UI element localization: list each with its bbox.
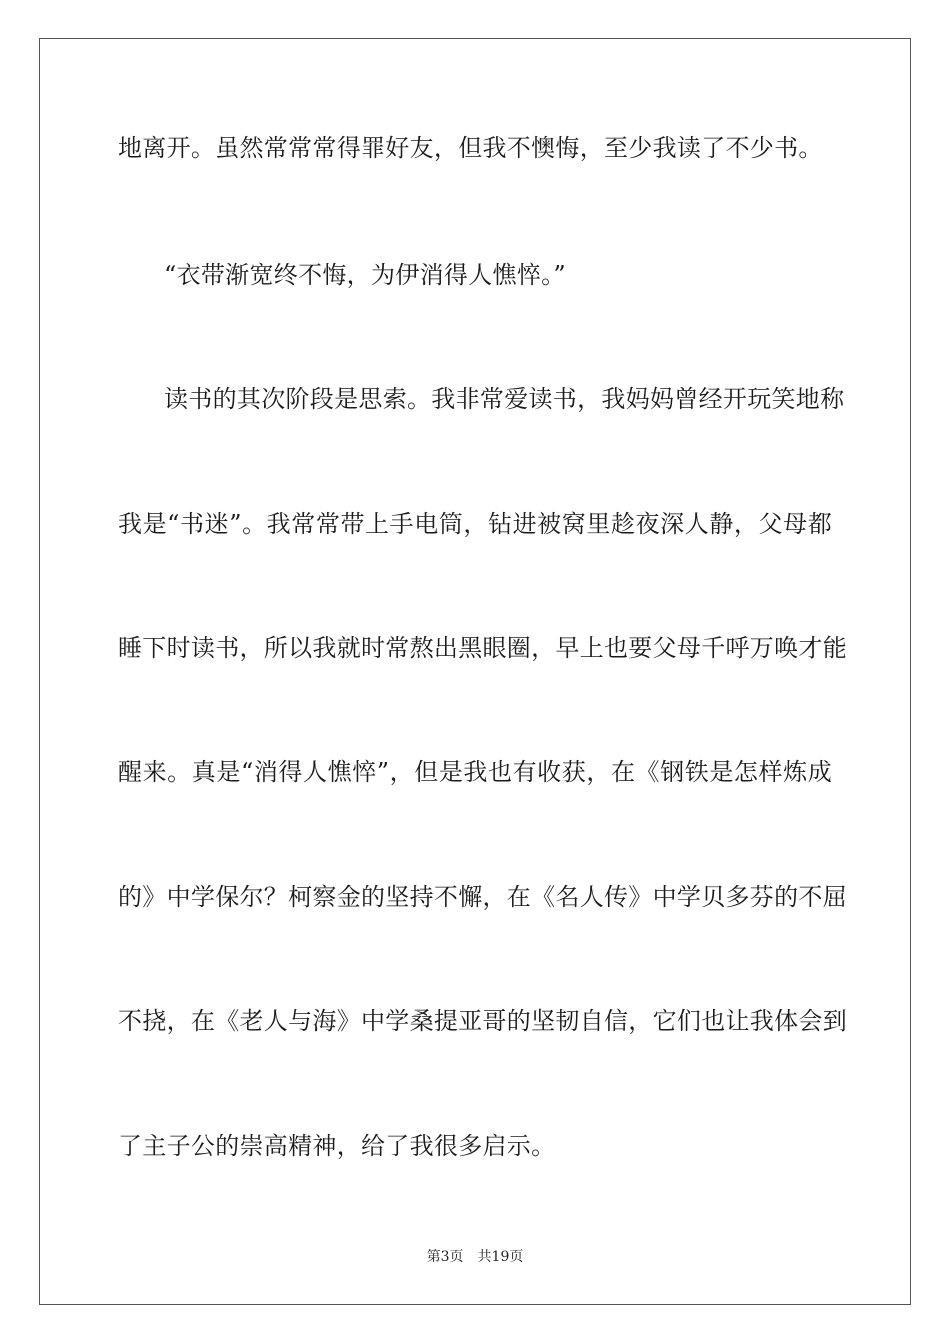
- page-footer: [0, 1248, 950, 1266]
- text-line-5: 睡下时读书，所以我就时常熬出黑眼圈，早上也要父母千呼万唤才能: [118, 634, 847, 662]
- quote-line: “衣带渐宽终不悔，为伊消得人憔悴。”: [164, 261, 566, 289]
- text-line-4: 我是“书迷”。我常常带上手电筒，钻进被窝里趁夜深人静，父母都: [118, 510, 832, 538]
- text-line-1: 地离开。虽然常常常得罪好友，但我不懊悔，至少我读了不少书。: [118, 134, 823, 162]
- text-line-7: 的》中学保尔？柯察金的坚持不懈，在《名人传》中学贝多芬的不屈: [118, 883, 847, 911]
- page-number: 第3页: [426, 1249, 464, 1265]
- text-line-8: 不挠，在《老人与海》中学桑提亚哥的坚韧自信，它们也让我体会到: [118, 1007, 847, 1035]
- page-total: 共19页: [477, 1249, 524, 1265]
- page-frame: [39, 38, 911, 1305]
- text-line-6: 醒来。真是“消得人憔悴”，但是我也有收获，在《钢铁是怎样炼成: [118, 758, 832, 786]
- text-line-9: 了主子公的崇高精神，给了我很多启示。: [118, 1132, 556, 1160]
- text-line-3: 读书的其次阶段是思索。我非常爱读书，我妈妈曾经开玩笑地称: [164, 385, 845, 413]
